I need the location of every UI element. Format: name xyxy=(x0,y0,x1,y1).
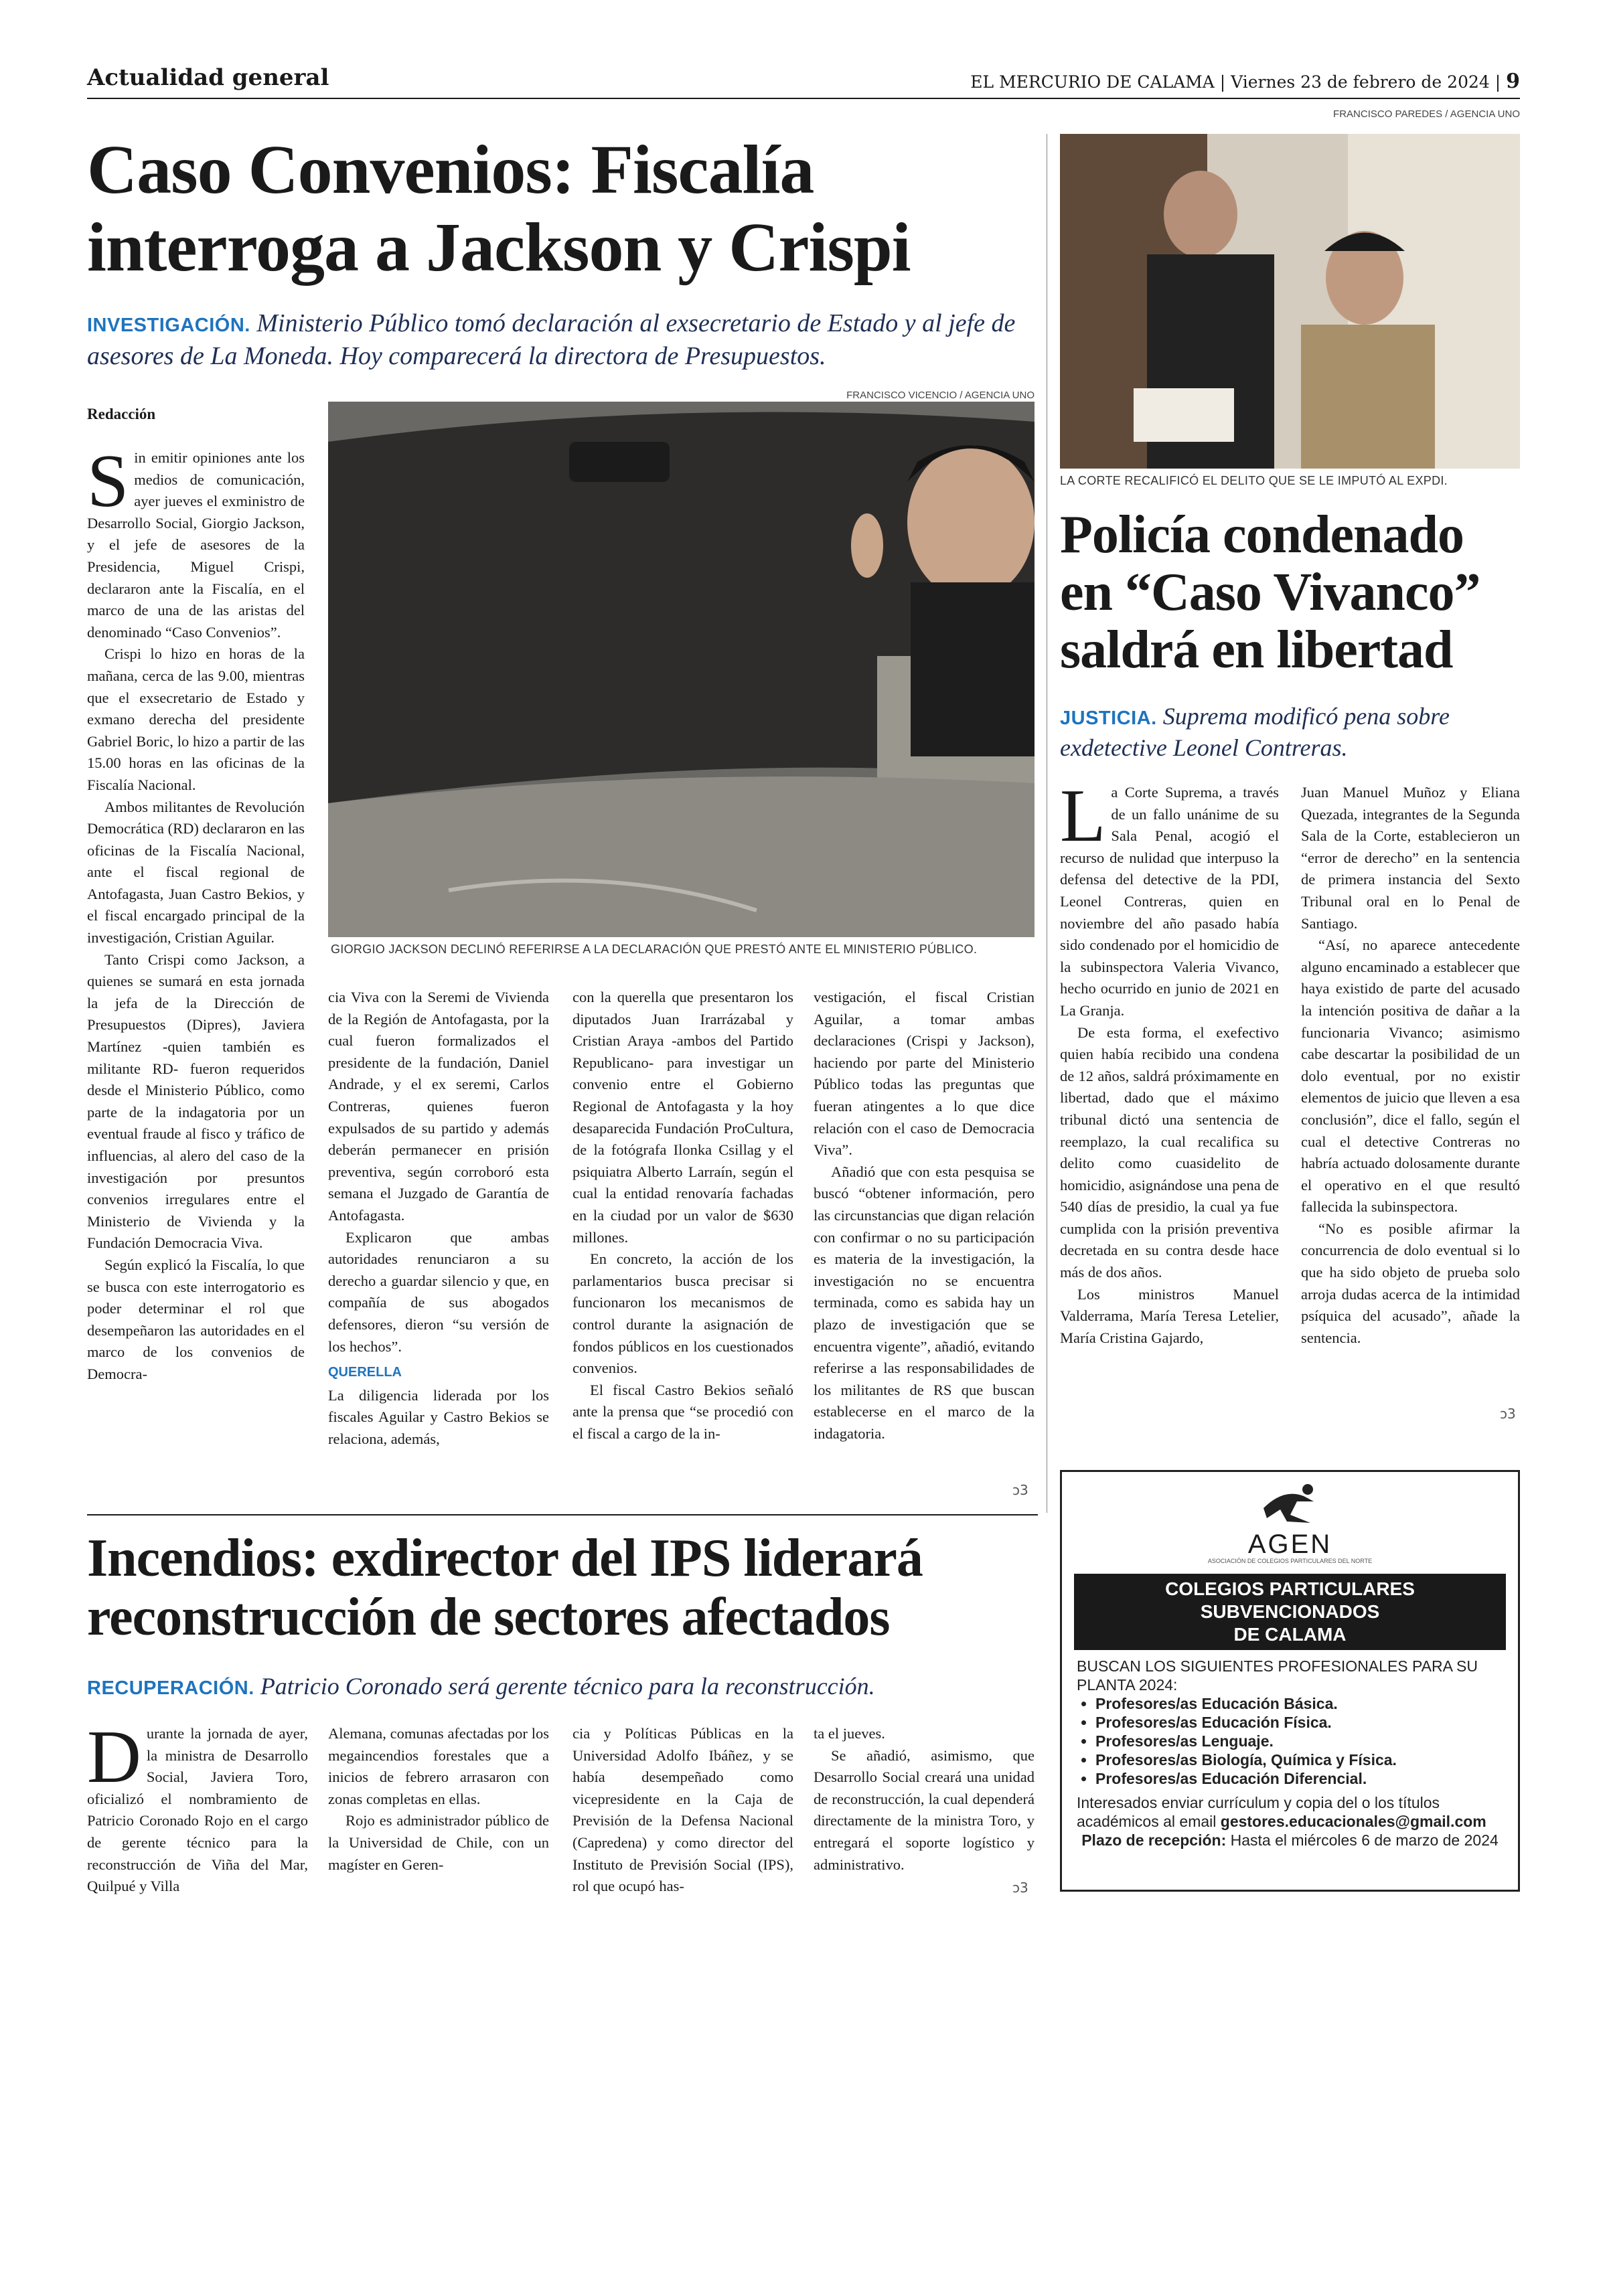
ad-deadline-label: Plazo de recepción: xyxy=(1081,1831,1227,1849)
paragraph: De esta forma, el exefectivo quien había recibido una condena de 12 años, saldrá próximamente en libertad, dado que el máximo tribunal dictó una sentencia de reemplazo, la cual recalifica su delito como cuasidelito de homicidio, asignándose una pena de 540 días de presidio, la cual ya fue cumplida con la prisión preventiva decretada en su contra desde hace más de dos años. xyxy=(1060,1023,1279,1281)
bottom-article-column-3 xyxy=(572,1723,793,1904)
paragraph: La diligencia liderada por los fiscales Aguilar y Castro Bekios se relaciona, además, xyxy=(328,1386,549,1447)
main-article-column-1 xyxy=(87,447,305,1505)
ad-deadline xyxy=(1077,1831,1503,1850)
end-mark: ↄ3 xyxy=(1500,1406,1516,1422)
agen-logo-text: AGEN xyxy=(1247,1530,1332,1559)
main-lead-text: Ministerio Público tomó declaración al exsecretario de Estado y al jefe de asesores de La Moneda. Hoy comparecerá la directora de Presupuestos. xyxy=(87,309,1016,370)
side-headline-line1: Policía condenado xyxy=(1060,505,1464,564)
issue-date: Viernes 23 de febrero de 2024 xyxy=(1231,72,1490,92)
ad-position-item: • Profesores/as Educación Básica. xyxy=(1095,1694,1503,1713)
paragraph: a Corte Suprema, a través de un fallo unánime de su Sala Penal, acogió el recurso de nulidad que interpuso la defensa del detective de la PDI, Leonel Contreras, quien en noviembre del año pasado había sido condenado por el homicidio de la subinspectora Valeria Vivanco, hecho ocurrido en junio de 2021 en La Granja. xyxy=(1060,784,1279,1019)
paragraph: El fiscal Castro Bekios señaló ante la prensa que “se procedió con el fiscal a cargo de la in- xyxy=(572,1381,793,1442)
querella-subhead: QUERELLA xyxy=(328,1365,402,1380)
bottom-dropcap: D xyxy=(87,1723,141,1799)
bottom-article-column-2 xyxy=(328,1723,549,1904)
masthead-rule xyxy=(87,98,1520,99)
paragraph: “No es posible afirmar la concurrencia de dolo eventual si lo que ha sido objeto de prueba solo arroja dudas acerca de la intimidad psíquica del acusado”, añade la sentencia. xyxy=(1301,1220,1520,1346)
bottom-lead-text: Patricio Coronado será gerente técnico para la reconstrucción. xyxy=(260,1673,875,1700)
ad-contact xyxy=(1077,1793,1503,1831)
main-headline-line2: interroga a Jackson y Crispi xyxy=(87,209,911,286)
paragraph: Los ministros Manuel Valderrama, María Teresa Letelier, María Cristina Gajardo, xyxy=(1060,1285,1279,1346)
bottom-article-column-4 xyxy=(814,1723,1035,1904)
main-photo xyxy=(328,402,1035,937)
end-mark: ↄ3 xyxy=(1012,1482,1028,1498)
paragraph: Rojo es administrador público de la Universidad de Chile, con un magíster en Geren- xyxy=(328,1812,549,1873)
paragraph: Explicaron que ambas autoridades renunciaron a su derecho a guardar silencio y que, en compañía de sus abogados defensores, dieron “su versión de los hechos”. xyxy=(328,1228,549,1355)
main-article-column-3 xyxy=(572,987,793,1509)
bottom-headline-line1: Incendios: exdirector del IPS liderará xyxy=(87,1529,923,1588)
paragraph: Añadió que con esta pesquisa se buscó “obtener información, pero las circunstancias que digan relación con confirmar o no su participación es materia de la investigación, la investigación no se encuentra terminada, como es sabida hay un plazo de investigación que se encuentra vigente”, añadió, evitando referirse a las responsabilidades de los militantes de RS que buscan establecerse en el marco de la indagatoria. xyxy=(814,1163,1035,1442)
ad-email: gestores.educacionales@gmail.com xyxy=(1220,1813,1486,1830)
bottom-article-column-1 xyxy=(87,1723,308,1904)
paragraph: Crispi lo hizo en horas de la mañana, cerca de las 9.00, mientras que el exsecretario de Estado y exmano derecha del presidente Gabriel Boric, lo hizo a partir de las 15.00 horas en las oficinas de la Fiscalía Nacional. xyxy=(87,645,305,793)
paragraph: Alemana, comunas afectadas por los megaincendios forestales que a inicios de febrero arrasaron con zonas completas en ellas. xyxy=(328,1725,549,1807)
main-article-column-4 xyxy=(814,987,1035,1509)
bottom-headline xyxy=(87,1529,1051,1647)
paragraph: urante la jornada de ayer, la ministra de Desarrollo Social, Javiera Toro, oficializó el nombramiento de Patricio Coronado Rojo en el cargo de gerente técnico para la reconstrucción de Viña del Mar, Quilpué y Villa xyxy=(87,1725,308,1895)
paragraph: in emitir opiniones ante los medios de comunicación, ayer jueves el exministro de Desarrollo Social, Giorgio Jackson, y el jefe de asesores de la Presidencia, Miguel Crispi, declararon ante la Fiscalía, en el marco de una de las aristas del denominado “Caso Convenios”. xyxy=(87,449,305,641)
side-lead xyxy=(1060,702,1522,762)
main-headline-line1: Caso Convenios: Fiscalía xyxy=(87,131,814,208)
byline: Redacción xyxy=(87,406,156,422)
section-label: Actualidad general xyxy=(87,64,329,91)
side-article-column-1 xyxy=(1060,782,1279,1431)
side-dropcap: L xyxy=(1060,782,1106,857)
masthead-separator: | xyxy=(1219,72,1231,92)
ad-band xyxy=(1074,1574,1506,1650)
paragraph: con la querella que presentaron los diputados Juan Irarrázabal y Cristian Araya -ambos del Partido Republicano- para investigar un convenio entre el Gobierno Regional de Antofagasta y la hoy desaparecida Fundación ProCultura, de la fotógrafa Ilonka Csillag y el psiquiatra Alberto Larraín, según el cual la entidad renovaría fachadas en la ciudad por un valor de $630 millones. xyxy=(572,989,793,1246)
side-headline xyxy=(1060,506,1522,679)
side-lead-text: Suprema modificó pena sobre exdetective Leonel Contreras. xyxy=(1060,703,1450,761)
side-article-column-2 xyxy=(1301,782,1520,1431)
paragraph: vestigación, el fiscal Cristian Aguilar, a tomar ambas declaraciones (Crispi y Jackson), haciendo por parte del Ministerio Público todas las preguntas que fueran atingentes a lo que dice relación con el caso de Democracia Viva”. xyxy=(814,989,1035,1159)
side-photo xyxy=(1060,134,1520,469)
paragraph: En concreto, la acción de los parlamentarios busca precisar si funcionaron los mecanismos de control durante la asignación de fondos públicos en los cuestionados convenios. xyxy=(572,1250,793,1377)
runner-logo-icon xyxy=(1250,1481,1330,1528)
main-photo-caption: GIORGIO JACKSON DECLINÓ REFERIRSE A LA DECLARACIÓN QUE PRESTÓ ANTE EL MINISTERIO PÚBLICO. xyxy=(331,942,978,956)
agen-logo-subtext: ASOCIACIÓN DE COLEGIOS PARTICULARES DEL NORTE xyxy=(1207,1558,1373,1564)
side-kicker: JUSTICIA. xyxy=(1060,708,1157,729)
side-photo-credit: FRANCISCO PAREDES / AGENCIA UNO xyxy=(1333,108,1520,120)
bottom-kicker: RECUPERACIÓN. xyxy=(87,1677,254,1699)
paragraph: cia Viva con la Seremi de Vivienda de la Región de Antofagasta, por la cual fueron formalizados el presidente de la fundación, Daniel Andrade, y el ex seremi, Carlos Contreras, quienes fueron expulsados de su partido y además deberán permanecer en prisión preventiva, según corroboró esta semana el Juzgado de Garantía de Antofagasta. xyxy=(328,989,549,1224)
ad-intro: BUSCAN LOS SIGUIENTES PROFESIONALES PARA SU PLANTA 2024: xyxy=(1077,1657,1478,1694)
bottom-headline-line2: reconstrucción de sectores afectados xyxy=(87,1588,890,1647)
main-dropcap: S xyxy=(87,447,129,523)
agen-logo xyxy=(1062,1481,1518,1564)
ad-position-item: • Profesores/as Lenguaje. xyxy=(1095,1732,1503,1750)
ad-contact-text: Interesados enviar currículum y copia del o los títulos académicos al email xyxy=(1077,1794,1440,1830)
side-headline-line2: en “Caso Vivanco” xyxy=(1060,563,1480,622)
main-kicker: INVESTIGACIÓN. xyxy=(87,315,250,336)
ad-deadline-value: Hasta el miércoles 6 de marzo de 2024 xyxy=(1230,1831,1499,1849)
end-mark: ↄ3 xyxy=(1012,1880,1028,1896)
ad-position-item: • Profesores/as Biología, Química y Física. xyxy=(1095,1750,1503,1769)
bottom-lead xyxy=(87,1671,1051,1704)
side-headline-line3: saldrá en libertad xyxy=(1060,621,1453,679)
page-number: 9 xyxy=(1506,70,1520,93)
paragraph: Según explicó la Fiscalía, lo que se busca con este interrogatorio es poder determinar el rol que desempeñaron las autoridades en el marco de los convenios de Democra- xyxy=(87,1256,305,1382)
paragraph: Ambos militantes de Revolución Democrática (RD) declararon en las oficinas de la Fiscalía Nacional, ante el fiscal regional de Antofagasta, Juan Castro Bekios, y el fiscal encargado principal de la investigación, Cristian Aguilar. xyxy=(87,798,305,947)
main-lead xyxy=(87,308,1051,372)
paragraph: Se añadió, asimismo, que Desarrollo Social creará una unidad de reconstrucción, la cual dependerá directamente de la ministra Toro, y entregará el soporte logístico y administrativo. xyxy=(814,1746,1035,1873)
main-article-column-2 xyxy=(328,987,549,1509)
ad-position-item: • Profesores/as Educación Diferencial. xyxy=(1095,1769,1503,1788)
car-windshield-illustration xyxy=(328,402,1035,937)
courtroom-illustration xyxy=(1060,134,1520,469)
ad-band-line2: DE CALAMA xyxy=(1233,1624,1347,1645)
paragraph: Tanto Crispi como Jackson, a quienes se sumará en esta jornada la jefa de la Dirección de Presupuestos (Dipres), Javiera Martínez -quien también es militante RD- fueron requeridos desde el Ministerio Público, como parte de la indagatoria por un eventual fraude al fisco y tráfico de influencias, al alero del caso de la investigación por presuntos convenios irregulares entre el Ministerio de Vivienda y la Fundación Democracia Viva. xyxy=(87,951,305,1252)
paragraph: “Así, no aparece antecedente alguno encaminado a establecer que haya existido de parte del acusado la intención positiva de dañar a la funcionaria Vivanco; asimismo cabe descartar la posibilidad de un dolo eventual, por no existir elementos de juicio que lleven a esa conclusión”, dice el fallo, según el cual el detective Contreras no habría actuado dolosamente durante el operativo en el que resultó fallecida la subinspectora. xyxy=(1301,936,1520,1216)
side-photo-caption: LA CORTE RECALIFICÓ EL DELITO QUE SE LE IMPUTÓ AL EXPDI. xyxy=(1060,474,1448,487)
paragraph: Juan Manuel Muñoz y Eliana Quezada, integrantes de la Segunda Sala de la Corte, establecieron un “error de derecho” en la sentencia de primera instancia del Sexto Tribunal oral en lo Penal de Santiago. xyxy=(1301,784,1520,932)
job-advertisement xyxy=(1060,1470,1520,1892)
bottom-article-rule xyxy=(87,1514,1038,1515)
paragraph: cia y Políticas Públicas en la Universidad Adolfo Ibáñez, y se había desempeñado como vicepresidente en la Caja de Previsión de la Defensa Nacional (Capredena) y como director del Instituto de Previsión Social (IPS), rol que ocupó has- xyxy=(572,1725,793,1895)
paragraph: ta el jueves. xyxy=(814,1725,885,1742)
ad-body xyxy=(1077,1657,1503,1850)
main-headline xyxy=(87,131,1058,286)
newspaper-name: EL MERCURIO DE CALAMA xyxy=(970,72,1215,92)
masthead-info xyxy=(970,70,1520,93)
ad-positions-list xyxy=(1077,1694,1503,1788)
ad-band-line1: COLEGIOS PARTICULARES SUBVENCIONADOS xyxy=(1165,1578,1415,1622)
main-photo-credit: FRANCISCO VICENCIO / AGENCIA UNO xyxy=(846,390,1035,401)
ad-position-item: • Profesores/as Educación Física. xyxy=(1095,1713,1503,1732)
masthead-separator: | xyxy=(1495,72,1507,92)
